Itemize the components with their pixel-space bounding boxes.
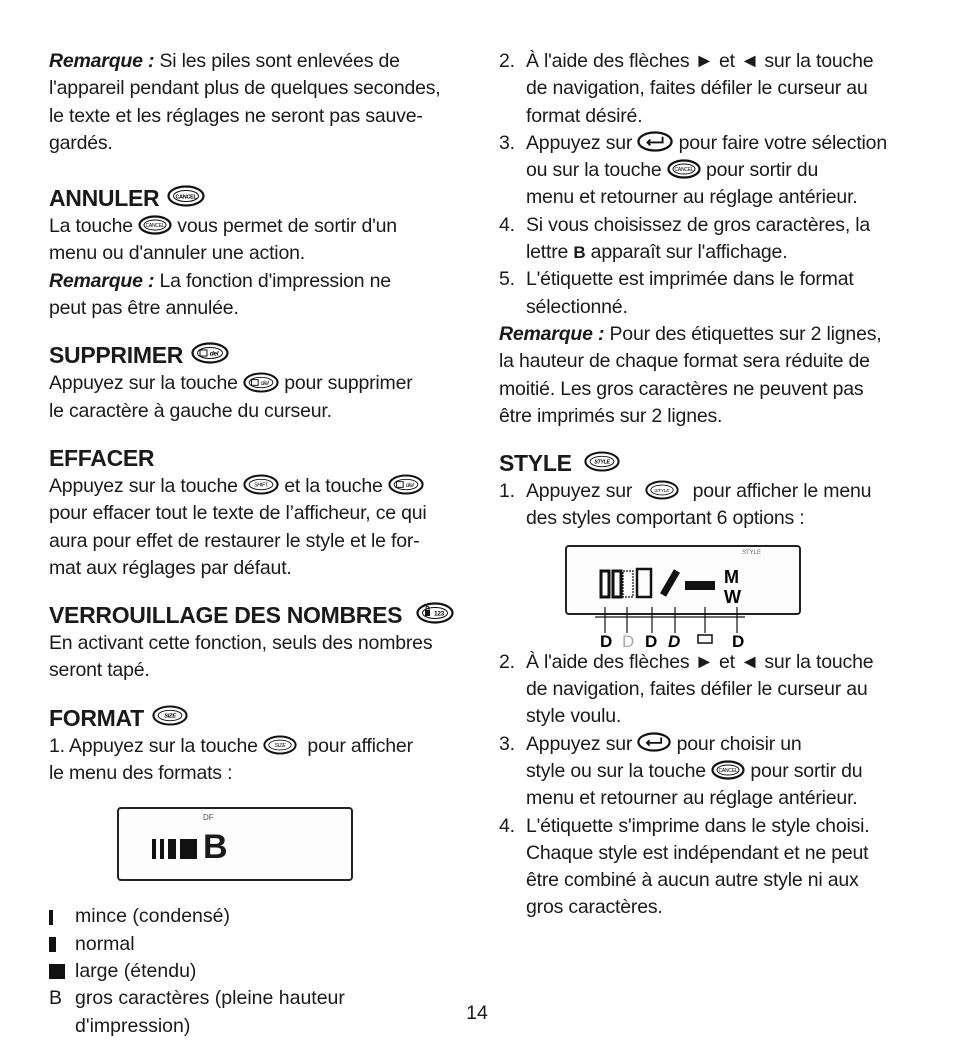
supprimer-body: Appuyez sur la touche del pour supprimer le caractère à gauche du curseur. [49, 372, 413, 422]
lcd-format-glyphs [152, 828, 228, 867]
svg-text:D: D [645, 631, 658, 647]
wide-glyph [180, 839, 197, 859]
legend-item: large (étendu) [49, 958, 459, 985]
svg-text:D: D [668, 631, 681, 647]
style-glyphs [567, 549, 795, 609]
style-lcd-figure [565, 545, 801, 645]
shift-key-icon [243, 474, 279, 495]
style-step: 3. Appuyez sur pour choisir un style ou sur la touche CANCEL pour sortir du menu et retourner au réglage antérieur. [499, 732, 863, 810]
right-column [499, 48, 909, 922]
svg-text:del: del [405, 482, 414, 490]
section-effacer [49, 443, 459, 582]
condensed-glyph [152, 839, 156, 859]
size-key-icon [263, 735, 297, 755]
format-note: Remarque : Pour des étiquettes sur 2 lignes, la hauteur de chaque format sera réduite de moitié. Les gros caractères ne peuvent pas être imprimés sur 2 lignes. [499, 322, 882, 427]
left-column [49, 48, 459, 1040]
style-step: 1. Appuyez sur STYLE pour afficher le menu des styles comportant 6 options : [499, 480, 872, 530]
format-step1: 1. Appuyez sur la touche SIZE pour afficher le menu des formats : [49, 734, 413, 785]
num-lock-key-icon [416, 602, 454, 624]
effacer-body: Appuyez sur la touche SHIFT et la touche del pour effacer tout le texte de l’afficheur, ce qui aura pour effet de restaurer le style et le for- mat aux réglages par défaut. [49, 474, 427, 579]
style-lcd-display [565, 545, 801, 615]
svg-text:CANCEL: CANCEL [145, 223, 165, 230]
svg-text:D: D [732, 631, 745, 647]
enter-key-icon [637, 131, 673, 152]
svg-text:D: D [600, 631, 613, 647]
normal-glyph [168, 839, 176, 859]
format-step: 5. L'étiquette est imprimée dans le format sélectionné. [499, 268, 854, 318]
cancel-key-icon [138, 215, 172, 235]
verrouillage-body: En activant cette fonction, seuls des nombres seront tapé. [49, 632, 433, 682]
svg-text:M: M [724, 566, 739, 587]
delete-key-icon [191, 342, 229, 364]
style-step: 4. L'étiquette s'imprime dans le style choisi. Chaque style est indépendant et ne peut être combiné à aucun autre style ni aux gros caractères. [499, 814, 870, 919]
condensed-glyph [160, 839, 164, 859]
section-supprimer [49, 340, 459, 425]
format-step: 4. Si vous choisissez de gros caractères, la lettre B apparaît sur l'affichage. [499, 213, 871, 264]
legend-item: B gros caractères (pleine hauteur [49, 987, 345, 1010]
svg-text:123: 123 [434, 610, 445, 618]
supprimer-heading: SUPPRIMER del [49, 340, 459, 370]
svg-text:SHIFT: SHIFT [253, 482, 269, 489]
intro-note: Remarque : Si les piles sont enlevées de l'appareil pendant plus de quelques secondes, le texte et les réglages ne seront pas sauve- gardés. [49, 50, 441, 154]
legend-item: mince (condensé) [49, 903, 459, 930]
lcd-indicator: DF [203, 813, 214, 823]
lcd-indicator: STYLE [741, 549, 761, 556]
section-annuler [49, 183, 459, 322]
style-key-icon [645, 480, 679, 500]
section-verrouillage [49, 600, 459, 685]
cancel-key-icon [711, 760, 745, 780]
svg-text:W: W [724, 586, 741, 607]
svg-text:CANCEL: CANCEL [175, 194, 197, 201]
verrouillage-heading: VERROUILLAGE DES NOMBRES 123 [49, 600, 459, 630]
svg-text:STYLE: STYLE [593, 459, 610, 466]
format-lcd-display [117, 807, 353, 881]
large-glyph: B [203, 828, 228, 867]
delete-key-icon [243, 372, 279, 393]
size-key-icon [152, 705, 188, 726]
format-heading: FORMAT SIZE [49, 703, 459, 733]
svg-text:del: del [209, 350, 219, 358]
enter-key-icon [637, 732, 671, 752]
legend-item: d'impression) [75, 1014, 191, 1037]
svg-text:SIZE: SIZE [164, 713, 176, 720]
annuler-body: La touche CANCEL vous permet de sortir d'un menu ou d'annuler une action. Remarque : La fonction d'impression ne peut pas être annulée. [49, 215, 397, 320]
format-step: 3. Appuyez sur pour faire votre sélection ou sur la touche CANCEL pour sortir du menu et retourner au réglage antérieur. [499, 131, 887, 209]
style-pointer-lines [565, 607, 801, 647]
section-style [499, 448, 909, 922]
legend-item: normal [49, 931, 459, 958]
effacer-heading: EFFACER [49, 444, 155, 471]
style-key-icon [584, 451, 620, 472]
svg-text:SIZE: SIZE [274, 742, 286, 749]
svg-text:CANCEL: CANCEL [674, 167, 694, 174]
page-number: 14 [466, 1002, 488, 1024]
style-step: 2. À l'aide des flèches ► et ◄ sur la touche de navigation, faites défiler le curseur au style voulu. [499, 650, 874, 728]
svg-text:del: del [260, 379, 269, 387]
delete-key-icon [388, 474, 424, 495]
svg-text:STYLE: STYLE [655, 488, 670, 494]
cancel-key-icon [167, 185, 205, 207]
annuler-heading: ANNULER CANCEL [49, 183, 459, 213]
svg-text:CANCEL: CANCEL [718, 767, 738, 774]
style-heading: STYLE STYLE [499, 448, 909, 478]
section-format [49, 703, 459, 1040]
svg-text:D: D [622, 631, 635, 647]
format-step: 2. À l'aide des flèches ► et ◄ sur la touche de navigation, faites défiler le curseur au format désiré. [499, 50, 874, 127]
cancel-key-icon [667, 159, 701, 179]
